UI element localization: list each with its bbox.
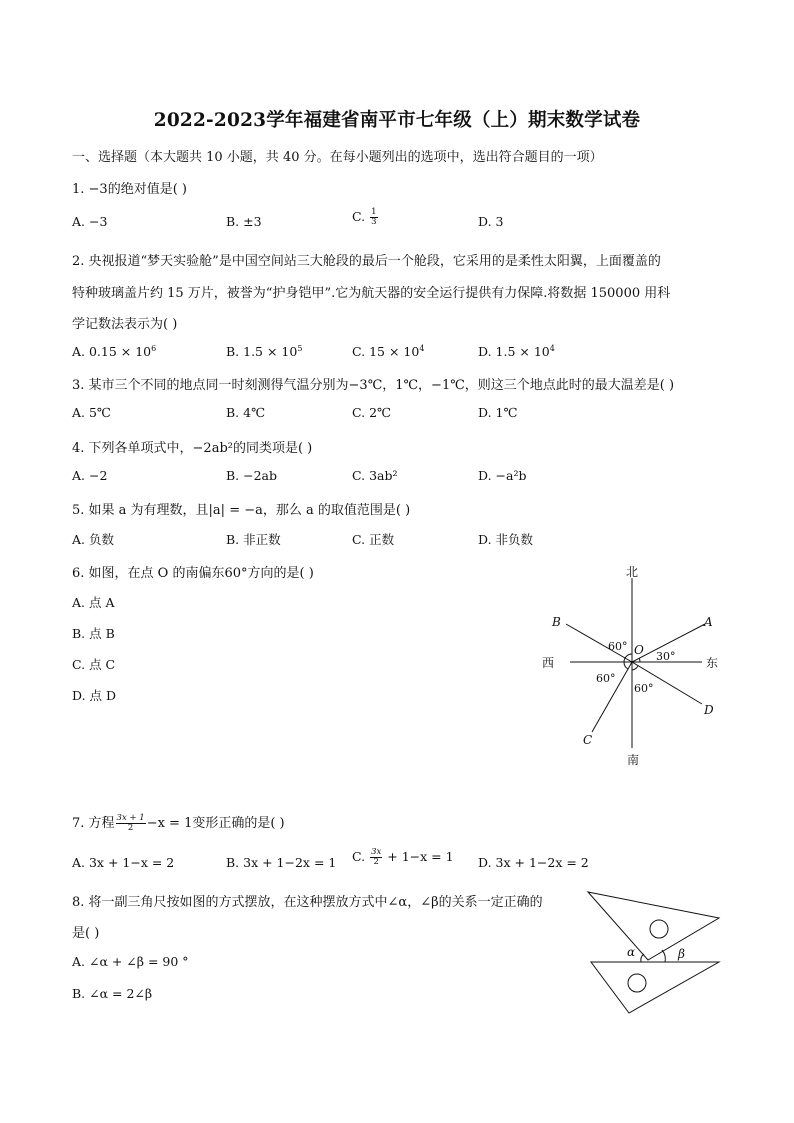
label-angle-ne: 30° [656, 650, 676, 663]
top-triangle-ruler [588, 892, 719, 960]
q6-option-b: B. 点 B [72, 626, 115, 641]
q5-option-b: B. 非正数 [226, 532, 281, 547]
label-a: A [704, 615, 713, 629]
q3-option-a: A. 5℃ [72, 405, 111, 420]
q2-option-d: D. $1.5 \times 10^4$ [478, 344, 555, 360]
q3-option-c: C. 2℃ [352, 405, 392, 420]
question-1-stem: 1. −3的绝对值是( ) [72, 182, 187, 197]
q4-option-a: A. −2 [72, 468, 108, 483]
question-2-line-1: 2. 央视报道“梦天实验舱”是中国空间站三大舱段的最后一个舱段，它采用的是柔性太阳翼，上面覆盖的 [72, 254, 661, 269]
q4-option-d: D. −a²b [478, 468, 527, 483]
bottom-triangle-ruler [591, 962, 719, 1013]
q5-option-a: A. 负数 [72, 532, 114, 547]
label-d: D [704, 703, 714, 717]
bottom-ruler-hole [628, 974, 646, 992]
label-north: 北 [626, 565, 639, 579]
q7-option-c: C. $\frac{3x}{2}$ + 1−x = 1 [352, 847, 454, 867]
question-4-stem: 4. 下列各单项式中，−2ab²的同类项是( ) [72, 441, 313, 456]
q1-option-d: D. 3 [478, 214, 504, 229]
q8-option-a: A. ∠α + ∠β = 90 ° [72, 954, 189, 969]
label-south: 南 [627, 753, 640, 767]
label-east: 东 [706, 656, 719, 670]
q7-option-b: B. 3x + 1−2x = 1 [226, 855, 337, 870]
question-2-line-2: 特种玻璃盖片约 15 万片，被誉为“护身铠甲”.它为航天器的安全运行提供有力保障.将数据 150000 用科 [72, 286, 671, 301]
question-8-line-2: 是( ) [72, 926, 100, 941]
q4-option-b: B. −2ab [226, 468, 278, 483]
question-6-stem: 6. 如图，在点 O 的南偏东60°方向的是( ) [72, 566, 314, 581]
q1-option-a: A. −3 [72, 214, 108, 229]
label-c: C [583, 733, 593, 747]
label-west: 西 [542, 656, 555, 670]
q1-option-c: C. $\frac{1}{3}$ [352, 207, 377, 227]
question-7-stem: 7. 方程 $\frac{3x + 1}{2}$ −x = 1变形正确的是( ) [72, 813, 285, 833]
angle-arc-se [632, 666, 638, 670]
label-o: O [634, 643, 644, 657]
triangle-rulers-figure [585, 888, 725, 1018]
q3-option-d: D. 1℃ [478, 405, 518, 420]
q4-option-c: C. 3ab² [352, 468, 398, 483]
q7-option-d: D. 3x + 1−2x = 2 [478, 855, 589, 870]
q5-option-d: D. 非负数 [478, 532, 534, 547]
q2-option-a: A. $0.15 \times 10^6$ [72, 344, 157, 360]
q7-option-a: A. 3x + 1−x = 2 [72, 855, 175, 870]
label-angle-sw: 60° [596, 672, 616, 685]
q2-option-c: C. $15 \times 10^4$ [352, 344, 425, 360]
top-ruler-hole [650, 920, 668, 938]
label-angle-nw: 60° [608, 640, 628, 653]
q2-option-b: B. $1.5 \times 10^5$ [226, 344, 303, 360]
label-alpha: α [627, 945, 636, 959]
q6-option-a: A. 点 A [72, 595, 115, 610]
angle-arc-sw [624, 662, 628, 669]
q1-option-b: B. ±3 [226, 214, 262, 229]
section-heading: 一、选择题（本大题共 10 小题，共 40 分。在每小题列出的选项中，选出符合题目的一项） [72, 150, 603, 165]
question-5-stem: 5. 如果 a 为有理数，且|a| = −a，那么 a 的取值范围是( ) [72, 503, 411, 518]
label-angle-se: 60° [634, 682, 654, 695]
question-3-stem: 3. 某市三个不同的地点同一时刻测得气温分别为−3℃，1℃，−1℃，则这三个地点此时的最大温差是( ) [72, 378, 675, 393]
page-title: 2022-2023学年福建省南平市七年级（上）期末数学试卷 [153, 110, 641, 131]
question-8-line-1: 8. 将一副三角尺按如图的方式摆放，在这种摆放方式中∠α，∠β的关系一定正确的 [72, 895, 543, 910]
question-2-line-3: 学记数法表示为( ) [72, 317, 178, 332]
compass-figure [530, 560, 730, 770]
q5-option-c: C. 正数 [352, 532, 395, 547]
label-b: B [552, 615, 561, 629]
q8-option-b: B. ∠α = 2∠β [72, 986, 153, 1001]
q6-option-c: C. 点 C [72, 657, 116, 672]
label-beta: β [678, 947, 685, 961]
q6-option-d: D. 点 D [72, 688, 117, 703]
q3-option-b: B. 4℃ [226, 405, 266, 420]
angle-arc-ne [639, 658, 640, 662]
